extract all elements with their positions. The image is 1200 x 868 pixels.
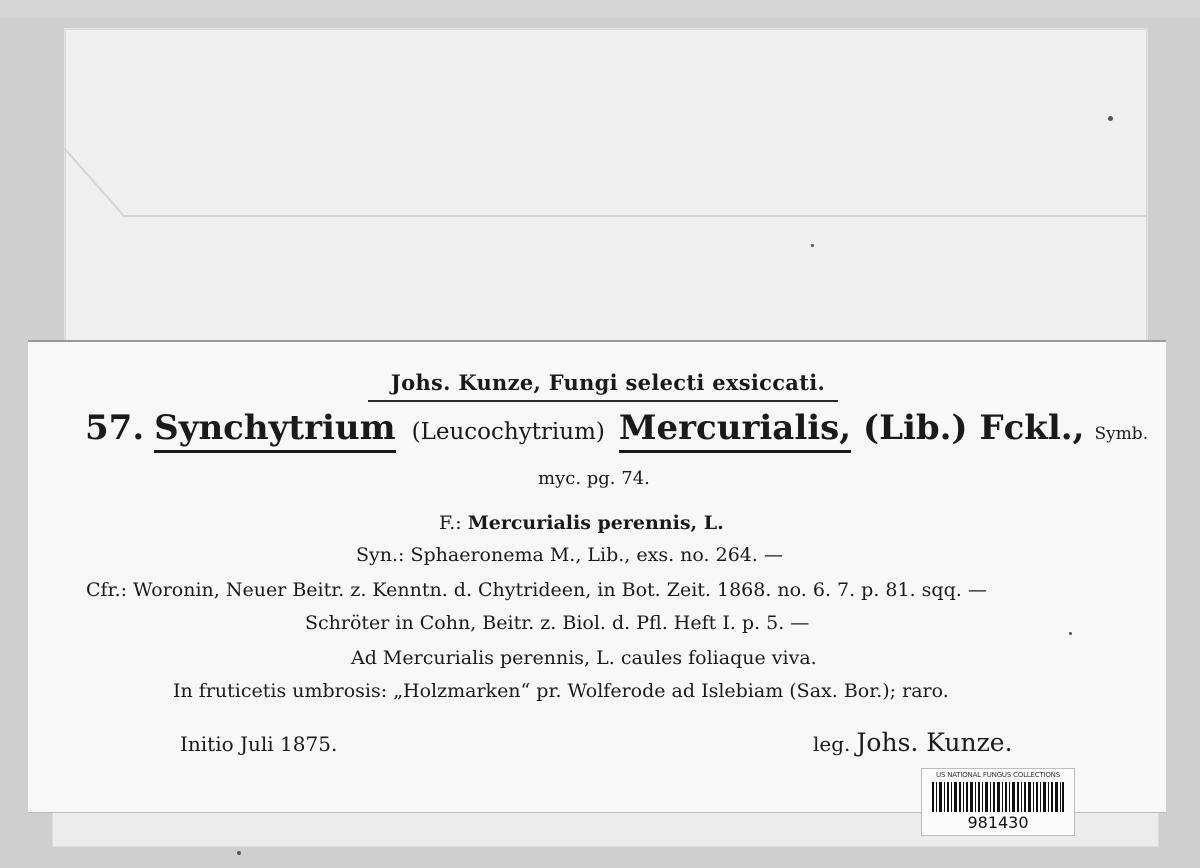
substrate-line: Ad Mercurialis perennis, L. caules foliaque viva.	[351, 647, 817, 669]
collector-line	[813, 728, 1013, 757]
reference-end: myc. pg. 74.	[538, 468, 650, 489]
taxon-heading	[85, 408, 1148, 448]
host-name: Mercurialis perennis, L.	[467, 512, 724, 534]
paper-speck	[237, 851, 241, 855]
background-strip	[0, 0, 1200, 18]
barcode-institution: US NATIONAL FUNGUS COLLECTIONS	[936, 771, 1060, 779]
literature-line-1: Cfr.: Woronin, Neuer Beitr. z. Kenntn. d. Chytrideen, in Bot. Zeit. 1868. no. 6. 7. p. 81. sqq. —	[86, 579, 987, 601]
taxon-author: (Lib.) Fckl.,	[863, 408, 1085, 448]
collector-name: Johs. Kunze.	[856, 728, 1013, 757]
genus-name: Synchytrium	[154, 408, 395, 453]
habitat-line: In fruticetis umbrosis: „Holzmarken“ pr. Wolferode ad Islebiam (Sax. Bor.); raro.	[173, 680, 949, 702]
paper-speck	[1108, 116, 1113, 121]
species-epithet: Mercurialis,	[619, 408, 851, 453]
reference-start: Symb.	[1094, 424, 1149, 444]
paper-speck	[1069, 632, 1072, 635]
packet-flap	[64, 28, 1146, 218]
barcode-number: 981430	[967, 813, 1029, 832]
host-prefix: F.:	[439, 512, 462, 534]
paper-speck	[811, 244, 814, 247]
leg-prefix: leg.	[813, 732, 851, 756]
series-title: Johs. Kunze, Fungi selecti exsiccati.	[390, 370, 826, 395]
barcode-sticker	[921, 768, 1075, 836]
series-underline	[368, 400, 838, 402]
host-line	[439, 512, 724, 534]
collection-date: Initio Juli 1875.	[180, 732, 338, 756]
barcode-icon	[932, 782, 1064, 812]
synonym-line: Syn.: Sphaeronema M., Lib., exs. no. 264. —	[356, 544, 783, 566]
specimen-label	[28, 340, 1166, 812]
exsiccata-number: 57.	[85, 408, 145, 448]
literature-line-2: Schröter in Cohn, Beitr. z. Biol. d. Pfl. Heft I. p. 5. —	[305, 612, 810, 634]
subgenus-name: (Leucochytrium)	[411, 419, 605, 445]
